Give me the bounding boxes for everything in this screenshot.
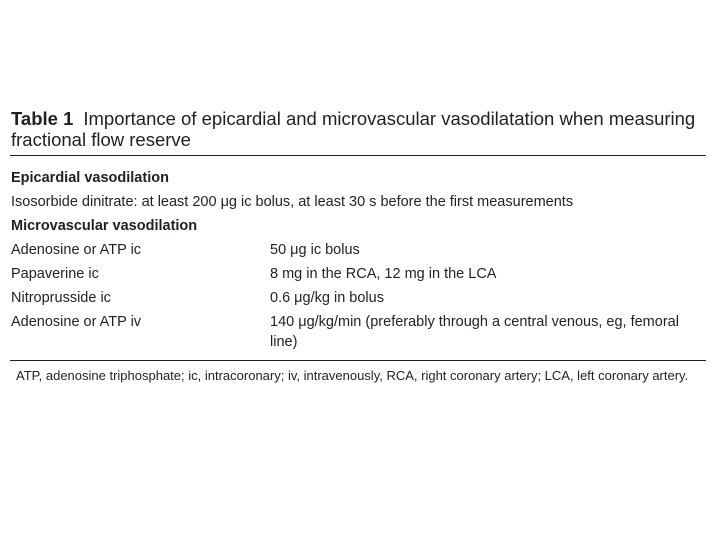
table-block (10, 108, 706, 384)
table-caption-label: Table 1 (11, 108, 74, 129)
dose-cell: 8 mg in the RCA, 12 mg in the LCA (270, 266, 497, 282)
dose-cell: 0.6 μg/kg in bolus (270, 290, 384, 306)
table-body (10, 156, 706, 360)
table-caption-text: Importance of epicardial and microvascular vasodilatation when measuring fractional flow reserve (11, 108, 696, 150)
table-caption (11, 108, 706, 150)
section-heading-microvascular: Microvascular vasodilation (11, 218, 198, 234)
epicardial-text: Isosorbide dinitrate: at least 200 μg ic bolus, at least 30 s before the first measurements (11, 194, 574, 210)
table-row (10, 262, 706, 286)
dose-cell: 140 μg/kg/min (preferably through a central venous, eg, femoral line) (270, 314, 679, 350)
table-footnote: ATP, adenosine triphosphate; ic, intracoronary; iv, intravenously, RCA, right coronary artery; LCA, left coronary artery. (16, 368, 689, 383)
section-heading-epicardial: Epicardial vasodilation (11, 170, 169, 186)
table-row (10, 286, 706, 310)
agent-cell: Adenosine or ATP iv (11, 314, 142, 330)
agent-cell: Papaverine ic (11, 266, 99, 282)
agent-cell: Nitroprusside ic (11, 290, 111, 306)
table-row (10, 310, 706, 354)
agent-cell: Adenosine or ATP ic (11, 242, 142, 258)
dose-cell: 50 μg ic bolus (270, 242, 360, 258)
table-row (10, 238, 706, 262)
